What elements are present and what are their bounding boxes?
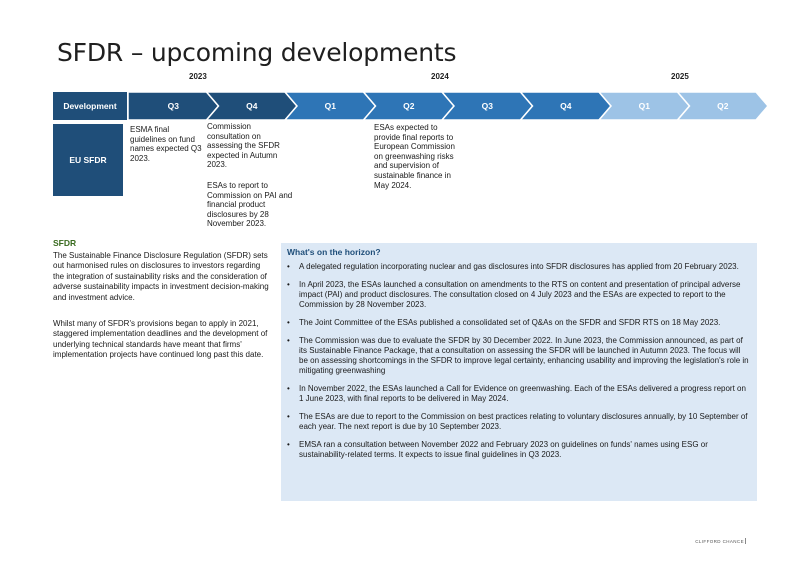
page-title: SFDR – upcoming developments (57, 38, 457, 67)
sfdr-paragraph-2: Whilst many of SFDR's provisions began to apply in 2021, staggered implementation deadlines and the development of underlying technical standards have meant that firms' implementation projects have continued long past this date. (53, 319, 268, 360)
quarter-label: Q1 (324, 101, 336, 111)
note-q3-2023: ESMA final guidelines on fund names expected Q3 2023. (130, 125, 202, 163)
horizon-list (287, 262, 751, 468)
horizon-item: • A delegated regulation incorporating nuclear and gas disclosures into SFDR disclosures has applied from 20 February 2023. (287, 262, 739, 271)
year-label-2023: 2023 (189, 72, 207, 81)
quarter-label: Q2 (403, 101, 415, 111)
year-label-2025: 2025 (671, 72, 689, 81)
bullet-icon: • (287, 411, 290, 421)
bullet-icon: • (287, 317, 290, 327)
horizon-title: What's on the horizon? (287, 247, 381, 257)
note-q2-2024: ESAs expected to provide final reports to European Commission on greenwashing risks and supervision of sustainable finance in May 2024. (374, 123, 455, 190)
eu-sfdr-track-label: EU SFDR (53, 124, 123, 196)
quarter-label: Q2 (717, 101, 729, 111)
note-q4-2023-esas-report: ESAs to report to Commission on PAI and financial product disclosures by 28 November 2023. (207, 181, 293, 229)
quarter-label: Q3 (167, 101, 179, 111)
bullet-icon: • (287, 335, 290, 345)
quarter-chevrons (0, 0, 800, 130)
horizon-item: • EMSA ran a consultation between November 2022 and February 2023 on guidelines on funds' names using ESG or sustainability-related terms. It expects to issue final guidelines in Q3 2023. (287, 439, 708, 459)
horizon-panel (281, 243, 757, 501)
bullet-icon: • (287, 383, 290, 393)
note-q4-2023-consultation: Commission consultation on assessing the SFDR expected in Autumn 2023. (207, 122, 280, 170)
horizon-item: • In April 2023, the ESAs launched a consultation on amendments to the RTS on content and presentation of principal adverse impact (PAI) and product disclosures. The consultation closed on 4 July 2023 and the ESAs are expected to report to the Commission by 28 November 2023. (287, 279, 741, 310)
sfdr-paragraph-1: The Sustainable Finance Disclosure Regulation (SFDR) sets out harmonised rules on disclosures to investors regarding the integration of sustainability risks and the consideration of adverse sustainability impacts in investment decision-making and investment advice. (53, 251, 269, 302)
bullet-icon: • (287, 262, 290, 271)
horizon-item: • In November 2022, the ESAs launched a Call for Evidence on greenwashing. Each of the ESAs delivered a progress report on 1 June 2023, with final reports to be delivered in May 2024. (287, 383, 746, 404)
footer-brand: CLIFFORD CHANCE (695, 539, 744, 544)
horizon-item: • The ESAs are due to report to the Commission on best practices relating to voluntary disclosures annually, by 10 September of each year. The next report is due by 10 September 2023. (287, 411, 748, 431)
horizon-item: • The Commission was due to evaluate the SFDR by 30 December 2022. In June 2023, the Commission announced, as part of its Sustainable Finance Package, that a consultation on assessing the SFDR will be launched in Autumn 2023. The focus will be on assessing shortcomings in the SFDR to improve legal certainty, enhancing usability and improving the legislation's role in mitigating greenwashing (287, 335, 749, 376)
footer-divider (745, 538, 746, 544)
quarter-label: Q1 (638, 101, 650, 111)
quarter-label: Q4 (560, 101, 572, 111)
year-label-2024: 2024 (431, 72, 449, 81)
development-row-label: Development (53, 92, 127, 120)
sfdr-heading: SFDR (53, 238, 77, 248)
horizon-item: • The Joint Committee of the ESAs published a consolidated set of Q&As on the SFDR and SFDR RTS on 18 May 2023. (287, 317, 721, 327)
quarter-label: Q3 (481, 101, 493, 111)
bullet-icon: • (287, 279, 290, 289)
quarter-label: Q4 (246, 101, 258, 111)
bullet-icon: • (287, 439, 290, 449)
